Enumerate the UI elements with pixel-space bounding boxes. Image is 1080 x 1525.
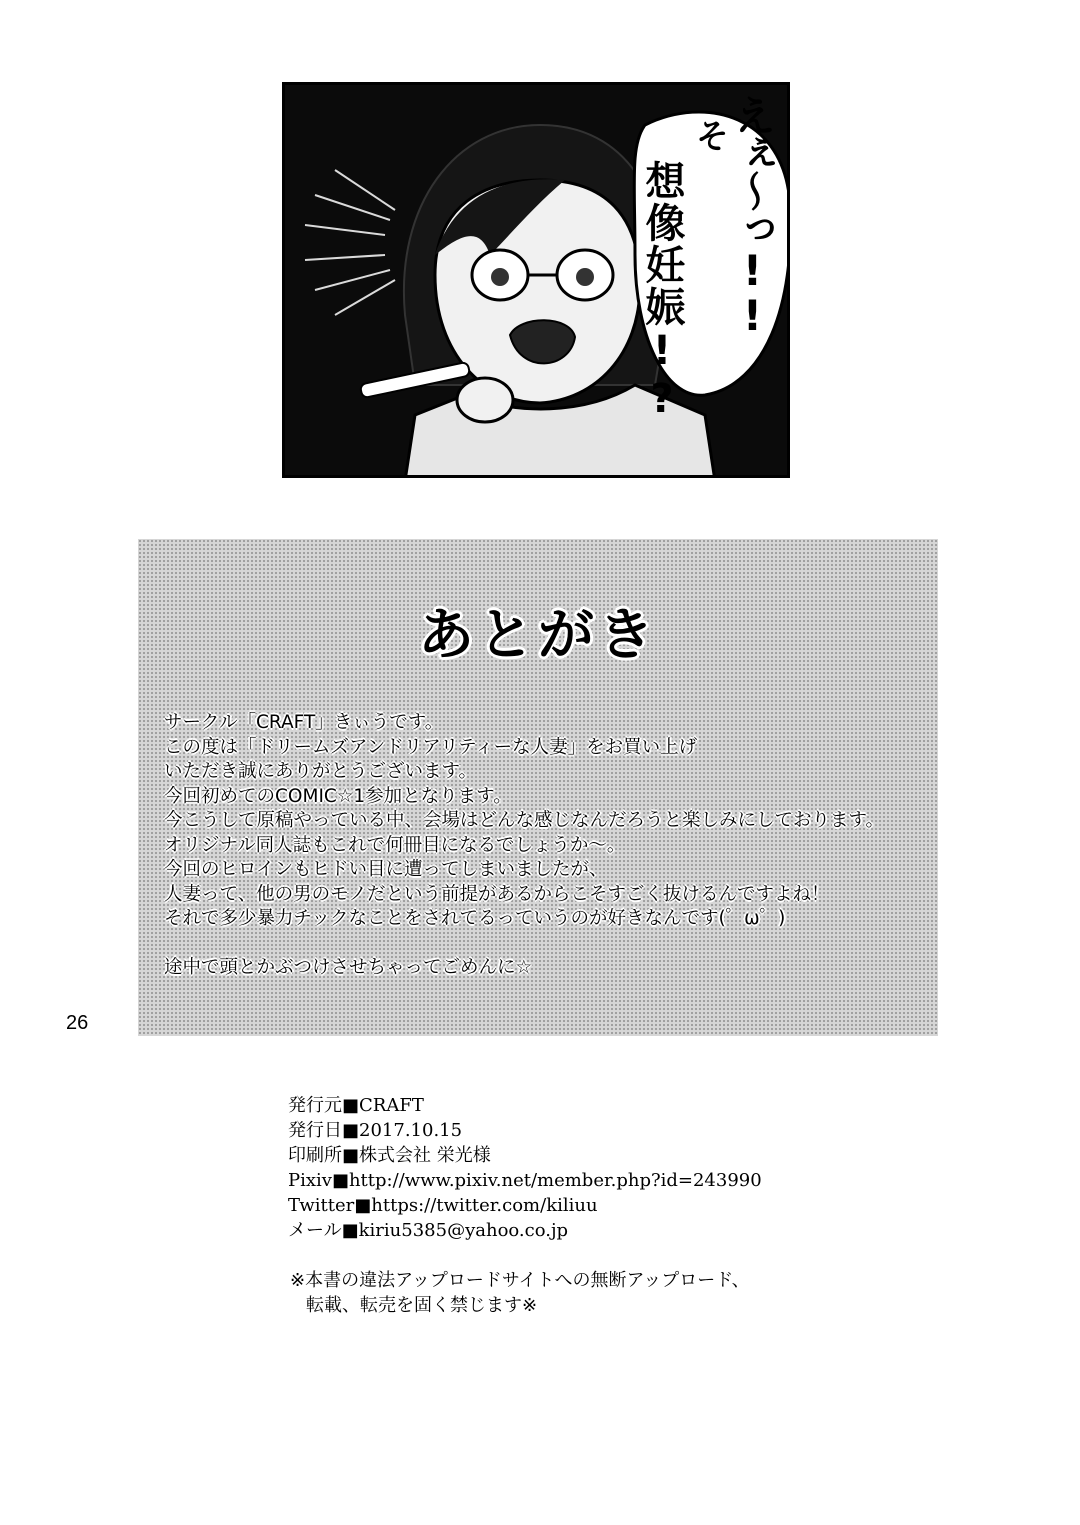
page-number: 26 [66, 1012, 89, 1034]
colophon-printer: 印刷所■株式会社 栄光様 [288, 1145, 491, 1166]
afterword-closing: 途中で頭とかぶつけさせちゃってごめんに☆ [164, 957, 533, 978]
speech-text-line2: 想像妊娠!? [639, 160, 685, 424]
afterword-line: 今回のヒロインもヒドい目に遭ってしまいましたが、 [164, 859, 608, 880]
colophon-twitter: Twitter■https://twitter.com/kiliuu [288, 1195, 598, 1216]
shout-text: えぇ〜っ!! [728, 94, 777, 336]
afterword-title: あとがき [418, 603, 658, 668]
colophon-publisher: 発行元■CRAFT [288, 1095, 424, 1116]
spacer [164, 932, 884, 957]
afterword-line: オリジナル同人誌もこれで何冊目になるでしょうか〜。 [164, 834, 626, 856]
afterword-line: 今こうして原稿やっている中、会場はどんな感じなんだろうと楽しみにしております。 [164, 810, 885, 831]
notice-line: 転載、転売を固く禁じます※ [306, 1295, 538, 1316]
afterword-line: 人妻って、他の男のモノだという前提があるからこそすごく抜けるんですよね！ [164, 883, 830, 905]
colophon-pixiv: Pixiv■http://www.pixiv.net/member.php?id=243990 [288, 1170, 762, 1191]
speech-text-line1: そ [689, 118, 729, 152]
afterword-body [164, 711, 884, 981]
copyright-notice [290, 1268, 750, 1318]
afterword-line: 今回初めてのCOMIC☆1参加となります。 [164, 785, 512, 807]
colophon-date: 発行日■2017.10.15 [288, 1120, 463, 1141]
afterword-box [138, 539, 938, 1241]
colophon-email: メール■kiriu5385@yahoo.co.jp [288, 1220, 569, 1241]
afterword-line: それで多少暴力チックなことをされてるっていうのが好きなんです(゜ω゜) [164, 908, 786, 929]
afterword-line: サークル「CRAFT」きぃうです。 [164, 712, 444, 733]
colophon [288, 1093, 762, 1243]
notice-line: ※本書の違法アップロードサイトへの無断アップロード、 [290, 1270, 750, 1291]
afterword-line: いただき誠にありがとうございます。 [164, 761, 478, 782]
afterword-line: この度は「ドリームズアンドリアリティーな人妻」をお買い上げ [164, 736, 698, 758]
